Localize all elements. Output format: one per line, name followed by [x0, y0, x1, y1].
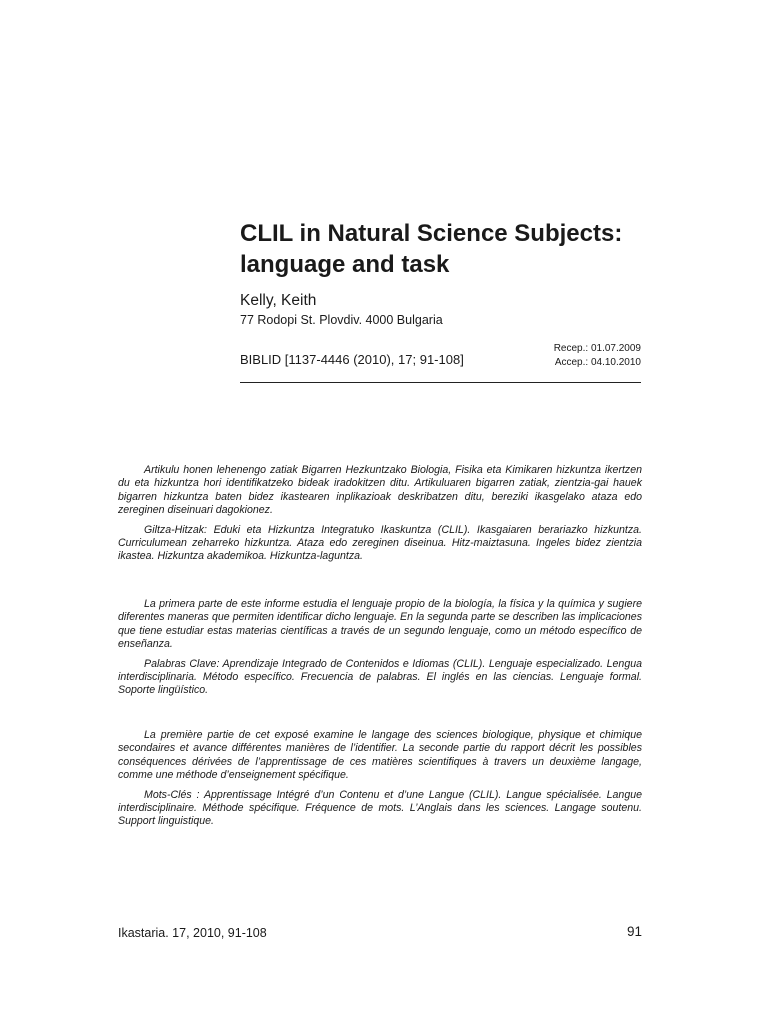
abstract-summary: La primera parte de este informe estudia el lenguaje propio de la biología, la física y la química y sugiere diferentes maneras que permiten identificar dicho lenguaje. En la segunda parte se describen las implicaciones que tiene estudiar estas materias científicas a través de un segundo lenguaje, como un método específico de enseñanza. [118, 598, 642, 651]
biblid-reference: BIBLID [1137-4446 (2010), 17; 91-108] [240, 352, 464, 367]
abstract-basque [118, 464, 642, 570]
abstract-french [118, 729, 642, 835]
abstract-summary: La première partie de cet exposé examine le langage des sciences biologique, physique et chimique secondaires et avance différentes manières de l’identifier. La seconde partie du rapport décrit les possibles conséquences dérivées de l’apprentissage de ces matières scientifiques à travers un deuxième langage, comme une méthode d’enseignement spécifique. [118, 729, 642, 782]
header-divider [240, 382, 641, 383]
accepted-date: Accep.: 04.10.2010 [554, 357, 641, 368]
journal-citation: Ikastaria. 17, 2010, 91-108 [118, 926, 267, 940]
page-number: 91 [626, 924, 642, 939]
abstract-keywords: Giltza-Hitzak: Eduki eta Hizkuntza Integratuko Ikaskuntza (CLIL). Ikasgaiaren berariazko hizkuntza. Curriculumean zeharreko hizkuntza. Ataza edo zereginen diseinua. Hitz-maiztasuna. Ingeles bidez zientzia ikastea. Hizkuntza akademikoa. Hizkuntza-laguntza. [118, 523, 642, 563]
abstract-summary: Artikulu honen lehenengo zatiak Bigarren Hezkuntzako Biologia, Fisika eta Kimikaren hizkuntza ikertzen du eta hizkuntza hori identifikatzeko bideak iradokitzen ditu. Artikuluaren bigarren zatiak, zientzia-gai hauek bigarren hizkuntza baten bidez ikastearen inplikazioak deskribatzen ditu, bereziki ikasgelako ataza edo zereginen diseinuari dagokionez. [118, 464, 642, 517]
abstract-keywords: Palabras Clave: Aprendizaje Integrado de Contenidos e Idiomas (CLIL). Lenguaje especializado. Lengua interdisciplinaria. Método específico. Frecuencia de palabras. El inglés en las ciencias. Lenguaje formal. Soporte lingüístico. [118, 657, 642, 697]
author-address: 77 Rodopi St. Plovdiv. 4000 Bulgaria [240, 313, 443, 327]
submission-dates [554, 342, 641, 370]
abstract-keywords: Mots-Clés : Apprentissage Intégré d’un Contenu et d’une Langue (CLIL). Langue spécialisée. Langue interdisciplinaire. Méthode spécifique. Fréquence de mots. L’Anglais dans les sciences. Langage soutenu. Support linguistique. [118, 788, 642, 828]
abstract-spanish [118, 598, 642, 704]
article-title: CLIL in Natural Science Subjects: language and task [240, 220, 623, 278]
received-date: Recep.: 01.07.2009 [553, 343, 641, 354]
author-name: Kelly, Keith [240, 292, 317, 309]
